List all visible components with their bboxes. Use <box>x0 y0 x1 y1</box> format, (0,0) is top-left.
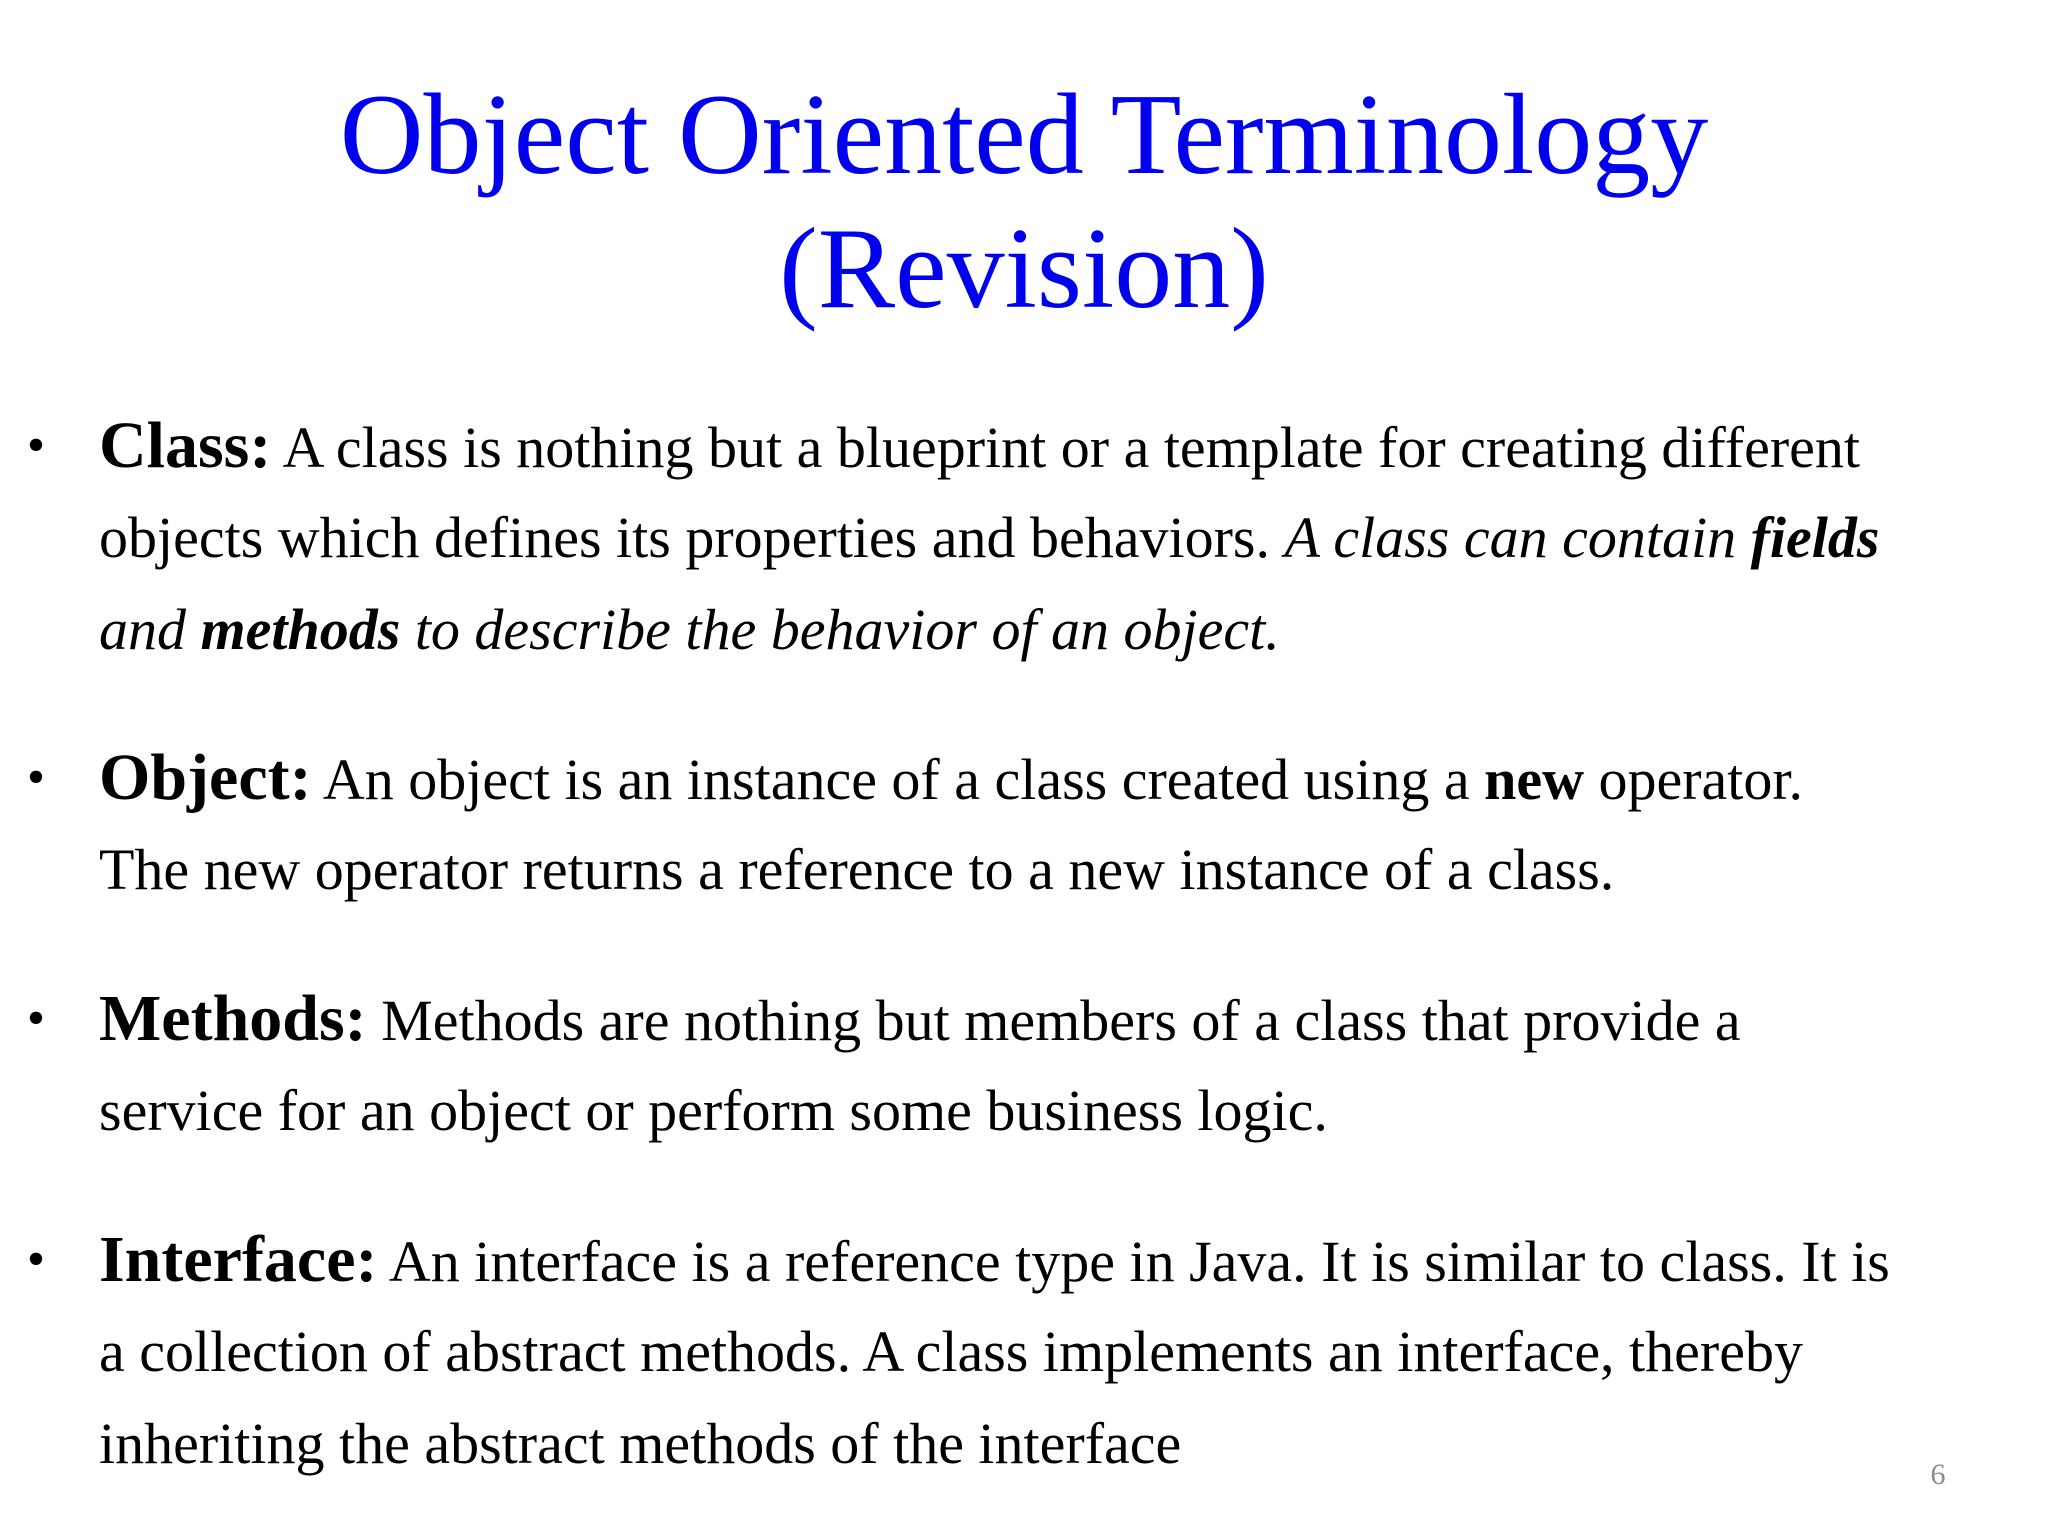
bullet-line <box>99 584 2044 676</box>
bullet-line <box>99 400 2044 492</box>
term-label: Methods: <box>99 982 367 1055</box>
bullet-line-italic-text: and <box>99 597 201 662</box>
bullet-text <box>99 973 2044 1157</box>
bullet-line-text: objects which defines its properties and behaviors. <box>99 505 1285 570</box>
bullet-line-text: The new operator returns a reference to a new instance of a class. <box>99 837 1615 902</box>
emphasis-methods: methods <box>200 597 401 662</box>
bullet-text <box>99 1214 2044 1490</box>
bullet-line-text: operator. <box>1583 747 1803 812</box>
bullet-line-italic-text: to describe the behavior of an object. <box>400 597 1280 662</box>
slide-title-line-2: (Revision) <box>779 205 1269 333</box>
bullet-dot: • <box>26 749 46 806</box>
bullet-line-text: An interface is a reference type in Java. It is similar to class. It is <box>377 1229 1890 1294</box>
bullet-line-italic-text: A class can contain <box>1284 505 1751 570</box>
bullet-line-text: inheriting the abstract methods of the interface <box>99 1411 1182 1476</box>
bullet-dot: • <box>26 1231 46 1288</box>
emphasis-fields: fields <box>1750 505 1880 570</box>
bullet-line <box>99 1065 2044 1157</box>
bullet-text <box>99 400 2044 676</box>
bullet-text <box>99 732 2044 916</box>
bullet-dot: • <box>26 990 46 1047</box>
bullet-dot: • <box>26 417 46 474</box>
bullet-line <box>99 492 2044 584</box>
bullet-line-text: service for an object or perform some business logic. <box>99 1078 1328 1143</box>
bullet-line-text: A class is nothing but a blueprint or a template for creating different <box>271 415 1861 480</box>
page-number: 6 <box>1930 1458 1946 1491</box>
bullet-line-text: Methods are nothing but members of a class that provide a <box>366 988 1741 1053</box>
bullet-line <box>99 973 2044 1065</box>
slide-title-line-1: Object Oriented Terminology <box>339 71 1709 199</box>
bullet-line <box>99 824 2044 916</box>
term-label: Class: <box>99 409 272 482</box>
term-label: Interface: <box>99 1223 378 1296</box>
bullet-line-text: An object is an instance of a class created using a <box>311 747 1485 812</box>
bullet-line <box>99 1214 2044 1306</box>
bullet-line-text: a collection of abstract methods. A class implements an interface, thereby <box>99 1319 1803 1384</box>
bullet-line <box>99 1398 2044 1490</box>
bullet-line <box>99 1306 2044 1398</box>
emphasis-new: new <box>1484 747 1584 812</box>
bullet-line <box>99 732 2044 824</box>
term-label: Object: <box>99 741 312 814</box>
